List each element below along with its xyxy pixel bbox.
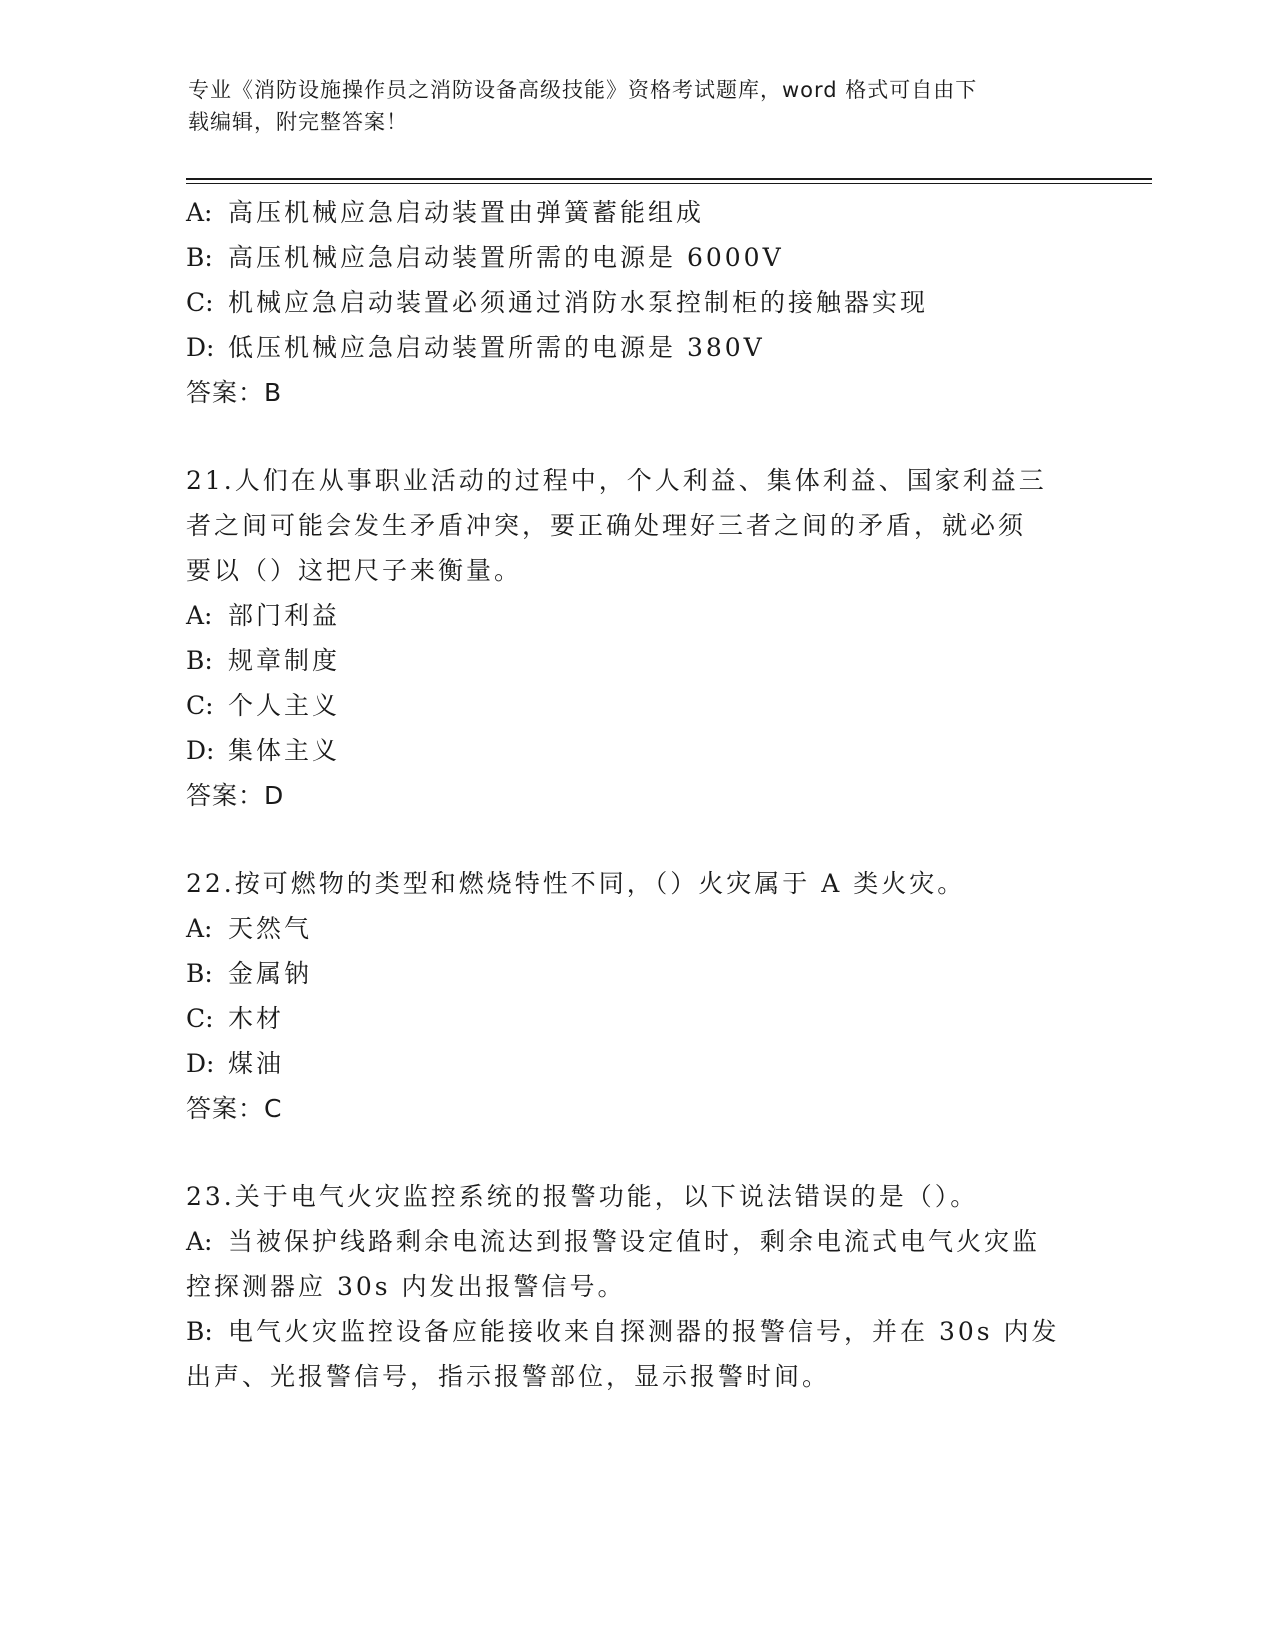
question-stem <box>186 1174 1086 1219</box>
option-c: C: 木材 <box>186 1004 285 1033</box>
question-21 <box>186 458 1086 818</box>
option-b: B: 规章制度 <box>186 646 341 675</box>
option-a: A: 当被保护线路剩余电流达到报警设定值时，剩余电流式电气火灾监 控探测器应 30s 内发出报警信号。 <box>186 1227 1041 1301</box>
option-d: D: 煤油 <box>186 1049 285 1078</box>
option-b: B: 金属钠 <box>186 959 313 988</box>
option-b: B: 高压机械应急启动装置所需的电源是 6000V <box>186 243 784 272</box>
option-a: A: 高压机械应急启动装置由弹簧蓄能组成 <box>186 198 705 227</box>
header-line-2: 载编辑，附完整答案！ <box>188 110 408 134</box>
option-c: C: 机械应急启动装置必须通过消防水泵控制柜的接触器实现 <box>186 288 929 317</box>
answer: 答案：B <box>186 378 283 407</box>
option-b: B: 电气火灾监控设备应能接收来自探测器的报警信号，并在 30s 内发 出声、光报警信号，指示报警部位，显示报警时间。 <box>186 1317 1060 1391</box>
option-d: D: 集体主义 <box>186 736 341 765</box>
header-line-1: 专业《消防设施操作员之消防设备高级技能》资格考试题库，word 格式可自由下 <box>188 78 978 102</box>
stem-line: 22.按可燃物的类型和燃烧特性不同，（）火灾属于 A 类火灾。 <box>186 869 966 898</box>
question-23 <box>186 1174 1086 1399</box>
answer: 答案：D <box>186 781 285 810</box>
document-header <box>188 74 1068 138</box>
option-d: D: 低压机械应急启动装置所需的电源是 380V <box>186 333 765 362</box>
stem-line: 21.人们在从事职业活动的过程中，个人利益、集体利益、国家利益三 <box>186 466 1047 495</box>
stem-line: 要以（）这把尺子来衡量。 <box>186 556 523 585</box>
option-c: C: 个人主义 <box>186 691 341 720</box>
stem-line: 23.关于电气火灾监控系统的报警功能，以下说法错误的是（）。 <box>186 1182 979 1211</box>
answer: 答案：C <box>186 1094 283 1123</box>
question-stem <box>186 861 1086 906</box>
stem-line: 者之间可能会发生矛盾冲突，要正确处理好三者之间的矛盾，就必须 <box>186 511 1027 540</box>
question-list <box>186 190 1086 1399</box>
header-rule-thin <box>186 183 1152 184</box>
option-a: A: 部门利益 <box>186 601 341 630</box>
question-20 <box>186 190 1086 415</box>
question-22 <box>186 861 1086 1131</box>
question-stem <box>186 458 1086 593</box>
header-rule-thick <box>186 178 1152 180</box>
option-a: A: 天然气 <box>186 914 313 943</box>
